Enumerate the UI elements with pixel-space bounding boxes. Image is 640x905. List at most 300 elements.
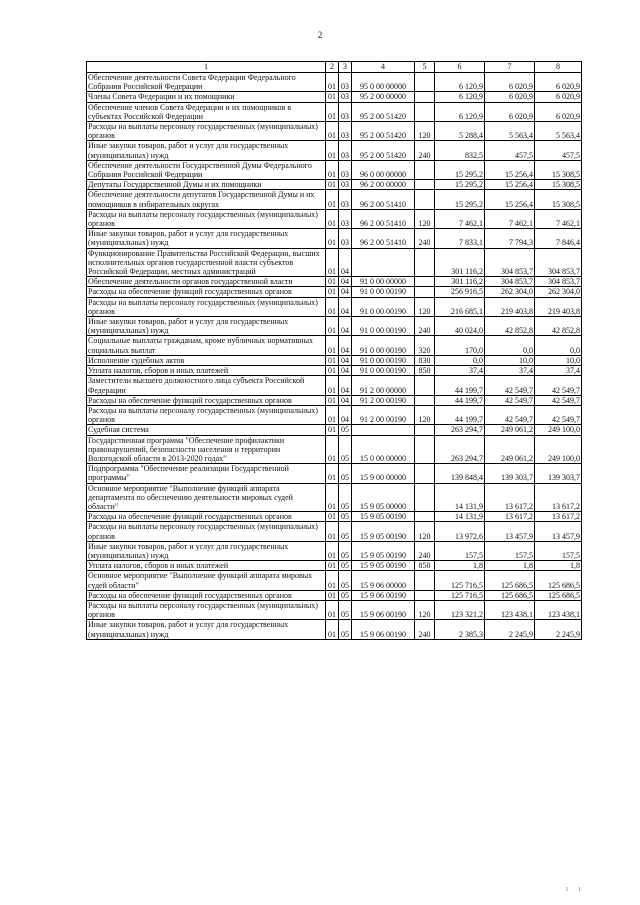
cell-amount-year1: 7 462,1 [435, 209, 485, 228]
table-row [87, 355, 582, 365]
cell-amount-year3: 139 303,7 [535, 464, 582, 483]
cell-expense-type [415, 425, 435, 435]
cell-section: 01 [326, 92, 339, 102]
cell-amount-year3: 13 617,2 [535, 512, 582, 522]
cell-amount-year1: 832,5 [435, 141, 485, 160]
cell-amount-year2: 37,4 [485, 366, 535, 376]
cell-subsection: 03 [339, 122, 352, 141]
cell-expense-type [415, 376, 435, 395]
cell-target-article: 96 2 00 00000 [352, 180, 415, 190]
cell-section: 01 [326, 366, 339, 376]
cell-target-article: 91 2 00 00190 [352, 405, 415, 424]
cell-expense-type: 240 [415, 141, 435, 160]
cell-amount-year1: 15 295,2 [435, 160, 485, 179]
cell-amount-year2: 123 438,1 [485, 600, 535, 619]
cell-expense-type [415, 395, 435, 405]
cell-target-article: 15 9 06 00000 [352, 571, 415, 590]
cell-section: 01 [326, 620, 339, 639]
cell-amount-year3: 304 853,7 [535, 248, 582, 277]
cell-subsection: 04 [339, 366, 352, 376]
cell-subsection: 03 [339, 141, 352, 160]
table-row [87, 522, 582, 541]
table-row [87, 590, 582, 600]
cell-amount-year3: 15 308,5 [535, 190, 582, 209]
row-name: Обеспечение деятельности депутатов Государственной Думы и их помощников в избирательных округах [87, 190, 326, 209]
table-row [87, 248, 582, 277]
cell-target-article: 96 2 00 51410 [352, 209, 415, 228]
row-name: Расходы на выплаты персоналу государственных (муниципальных) органов [87, 600, 326, 619]
cell-amount-year3: 125 686,5 [535, 590, 582, 600]
cell-amount-year3: 15 308,5 [535, 160, 582, 179]
header-cell: 5 [415, 62, 435, 73]
row-name: Подпрограмма "Обеспечение реализации Государственной программы" [87, 464, 326, 483]
cell-section: 01 [326, 209, 339, 228]
cell-target-article: 91 0 00 00190 [352, 355, 415, 365]
cell-amount-year1: 6 120,9 [435, 92, 485, 102]
table-row [87, 600, 582, 619]
cell-amount-year1: 301 116,2 [435, 277, 485, 287]
cell-amount-year3: 219 403,8 [535, 297, 582, 316]
cell-amount-year2: 262 304,0 [485, 287, 535, 297]
cell-amount-year3: 42 852,8 [535, 317, 582, 336]
row-name: Основное мероприятие "Выполнение функций аппарата департамента по обеспечению деятельности мировых судей области" [87, 483, 326, 512]
cell-amount-year3: 249 100,0 [535, 435, 582, 464]
cell-expense-type [415, 92, 435, 102]
cell-amount-year3: 10,0 [535, 355, 582, 365]
cell-expense-type: 240 [415, 541, 435, 560]
cell-section: 01 [326, 336, 339, 355]
cell-section: 01 [326, 317, 339, 336]
cell-expense-type: 240 [415, 317, 435, 336]
cell-target-article: 15 9 05 00190 [352, 541, 415, 560]
cell-subsection: 03 [339, 102, 352, 121]
row-name: Социальные выплаты гражданам, кроме публичных нормативных социальных выплат [87, 336, 326, 355]
cell-amount-year1: 14 131,9 [435, 483, 485, 512]
cell-subsection: 05 [339, 571, 352, 590]
cell-expense-type [415, 512, 435, 522]
cell-expense-type [415, 590, 435, 600]
row-name: Расходы на выплаты персоналу государственных (муниципальных) органов [87, 209, 326, 228]
cell-amount-year3: 262 304,0 [535, 287, 582, 297]
cell-target-article: 15 9 05 00190 [352, 522, 415, 541]
cell-amount-year3: 6 020,9 [535, 102, 582, 121]
cell-amount-year2: 304 853,7 [485, 248, 535, 277]
cell-amount-year2: 6 020,9 [485, 102, 535, 121]
cell-section: 01 [326, 297, 339, 316]
cell-amount-year1: 125 716,5 [435, 571, 485, 590]
cell-target-article: 15 9 06 00190 [352, 600, 415, 619]
cell-amount-year1: 44 199,7 [435, 395, 485, 405]
cell-amount-year1: 15 295,2 [435, 180, 485, 190]
cell-subsection: 05 [339, 600, 352, 619]
cell-amount-year3: 457,5 [535, 141, 582, 160]
cell-section: 01 [326, 73, 339, 92]
cell-amount-year1: 301 116,2 [435, 248, 485, 277]
cell-target-article [352, 248, 415, 277]
cell-expense-type: 830 [415, 355, 435, 365]
row-name: Иные закупки товаров, работ и услуг для государственных (муниципальных) нужд [87, 229, 326, 248]
cell-amount-year2: 13 617,2 [485, 512, 535, 522]
cell-target-article: 91 0 00 00190 [352, 336, 415, 355]
table-row [87, 141, 582, 160]
table-row [87, 435, 582, 464]
cell-target-article: 15 9 05 00190 [352, 512, 415, 522]
cell-target-article: 15 9 05 00000 [352, 483, 415, 512]
cell-expense-type [415, 571, 435, 590]
cell-target-article: 15 9 00 00000 [352, 464, 415, 483]
cell-expense-type [415, 483, 435, 512]
table-row [87, 425, 582, 435]
cell-amount-year2: 42 549,7 [485, 405, 535, 424]
cell-expense-type [415, 160, 435, 179]
cell-section: 01 [326, 122, 339, 141]
cell-target-article: 96 2 00 51410 [352, 190, 415, 209]
cell-amount-year2: 157,5 [485, 541, 535, 560]
table-row [87, 102, 582, 121]
cell-amount-year1: 40 024,0 [435, 317, 485, 336]
cell-amount-year3: 1,8 [535, 561, 582, 571]
cell-subsection: 04 [339, 405, 352, 424]
cell-amount-year2: 0,0 [485, 336, 535, 355]
header-cell: 4 [352, 62, 415, 73]
cell-amount-year2: 15 256,4 [485, 160, 535, 179]
cell-expense-type: 120 [415, 122, 435, 141]
cell-subsection: 04 [339, 355, 352, 365]
cell-amount-year1: 6 120,9 [435, 102, 485, 121]
cell-amount-year2: 125 686,5 [485, 571, 535, 590]
cell-subsection: 03 [339, 73, 352, 92]
cell-expense-type [415, 277, 435, 287]
cell-amount-year2: 2 245,9 [485, 620, 535, 639]
cell-target-article: 15 0 00 00000 [352, 435, 415, 464]
cell-amount-year1: 256 916,5 [435, 287, 485, 297]
cell-amount-year2: 7 794,3 [485, 229, 535, 248]
cell-amount-year3: 37,4 [535, 366, 582, 376]
header-cell: 1 [87, 62, 326, 73]
row-name: Обеспечение деятельности Государственной Думы Федерального Собрания Российской Федерации [87, 160, 326, 179]
cell-target-article: 15 9 05 00190 [352, 561, 415, 571]
cell-section: 01 [326, 248, 339, 277]
cell-amount-year3: 42 549,7 [535, 405, 582, 424]
cell-subsection: 03 [339, 180, 352, 190]
cell-section: 01 [326, 376, 339, 395]
row-name: Иные закупки товаров, работ и услуг для государственных (муниципальных) нужд [87, 317, 326, 336]
cell-expense-type: 120 [415, 297, 435, 316]
row-name: Государственная программа "Обеспечение профилактики правонарушений, безопасности населения и территории Вологодской области в 2013-2020 годах" [87, 435, 326, 464]
cell-expense-type [415, 73, 435, 92]
cell-amount-year2: 6 020,9 [485, 73, 535, 92]
table-row [87, 122, 582, 141]
cell-amount-year2: 219 403,8 [485, 297, 535, 316]
table-row [87, 229, 582, 248]
table-row [87, 209, 582, 228]
cell-amount-year2: 13 457,9 [485, 522, 535, 541]
cell-subsection: 05 [339, 464, 352, 483]
cell-target-article: 91 0 00 00190 [352, 287, 415, 297]
cell-amount-year3: 6 020,9 [535, 73, 582, 92]
cell-subsection: 04 [339, 395, 352, 405]
cell-subsection: 04 [339, 248, 352, 277]
cell-amount-year1: 44 199,7 [435, 405, 485, 424]
cell-amount-year1: 263 294,7 [435, 435, 485, 464]
cell-expense-type [415, 435, 435, 464]
cell-target-article: 91 0 00 00190 [352, 317, 415, 336]
cell-amount-year2: 1,8 [485, 561, 535, 571]
cell-section: 01 [326, 571, 339, 590]
cell-section: 01 [326, 287, 339, 297]
cell-amount-year1: 6 120,9 [435, 73, 485, 92]
cell-amount-year2: 15 256,4 [485, 190, 535, 209]
cell-target-article: 96 0 00 00000 [352, 160, 415, 179]
cell-subsection: 04 [339, 297, 352, 316]
cell-target-article: 95 0 00 00000 [352, 73, 415, 92]
cell-target-article: 91 0 00 00190 [352, 366, 415, 376]
cell-expense-type: 120 [415, 522, 435, 541]
row-name: Расходы на выплаты персоналу государственных (муниципальных) органов [87, 297, 326, 316]
cell-amount-year2: 249 061,2 [485, 425, 535, 435]
table-row [87, 92, 582, 102]
cell-expense-type [415, 190, 435, 209]
cell-amount-year2: 42 852,8 [485, 317, 535, 336]
cell-target-article: 91 2 00 00000 [352, 376, 415, 395]
cell-expense-type: 240 [415, 620, 435, 639]
row-name: Обеспечение членов Совета Федерации и их помощников в субъектах Российской Федерации [87, 102, 326, 121]
cell-amount-year2: 10,0 [485, 355, 535, 365]
cell-subsection: 03 [339, 190, 352, 209]
cell-amount-year3: 42 549,7 [535, 376, 582, 395]
cell-subsection: 05 [339, 590, 352, 600]
cell-subsection: 05 [339, 561, 352, 571]
cell-amount-year2: 125 686,5 [485, 590, 535, 600]
row-name: Основное мероприятие "Выполнение функций аппарата мировых судей области" [87, 571, 326, 590]
table-row [87, 190, 582, 209]
corner-mark: ı ı [566, 884, 585, 893]
cell-target-article: 95 2 00 51420 [352, 102, 415, 121]
table-row [87, 483, 582, 512]
cell-amount-year3: 6 020,9 [535, 92, 582, 102]
cell-section: 01 [326, 600, 339, 619]
cell-expense-type [415, 464, 435, 483]
cell-expense-type [415, 287, 435, 297]
cell-subsection: 05 [339, 483, 352, 512]
cell-expense-type: 850 [415, 366, 435, 376]
table-row [87, 395, 582, 405]
cell-amount-year1: 157,5 [435, 541, 485, 560]
cell-amount-year1: 2 385,3 [435, 620, 485, 639]
budget-table [86, 61, 582, 640]
cell-amount-year2: 304 853,7 [485, 277, 535, 287]
cell-expense-type: 320 [415, 336, 435, 355]
cell-expense-type [415, 180, 435, 190]
cell-section: 01 [326, 160, 339, 179]
header-cell: 8 [535, 62, 582, 73]
cell-amount-year2: 7 462,1 [485, 209, 535, 228]
cell-subsection: 04 [339, 376, 352, 395]
cell-amount-year3: 42 549,7 [535, 395, 582, 405]
cell-subsection: 04 [339, 287, 352, 297]
row-name: Расходы на обеспечение функций государственных органов [87, 395, 326, 405]
cell-expense-type: 120 [415, 405, 435, 424]
cell-amount-year1: 7 833,1 [435, 229, 485, 248]
table-row [87, 160, 582, 179]
cell-amount-year1: 263 294,7 [435, 425, 485, 435]
cell-amount-year2: 5 563,4 [485, 122, 535, 141]
cell-section: 01 [326, 277, 339, 287]
row-name: Обеспечение деятельности органов государственной власти [87, 277, 326, 287]
cell-subsection: 05 [339, 541, 352, 560]
cell-section: 01 [326, 512, 339, 522]
cell-amount-year1: 125 716,5 [435, 590, 485, 600]
cell-section: 01 [326, 561, 339, 571]
cell-amount-year2: 15 256,4 [485, 180, 535, 190]
cell-expense-type: 850 [415, 561, 435, 571]
table-row [87, 287, 582, 297]
header-cell: 3 [339, 62, 352, 73]
page-number: 2 [317, 30, 323, 40]
cell-amount-year3: 5 563,4 [535, 122, 582, 141]
cell-expense-type [415, 102, 435, 121]
cell-section: 01 [326, 180, 339, 190]
cell-amount-year1: 15 295,2 [435, 190, 485, 209]
row-name: Иные закупки товаров, работ и услуг для государственных (муниципальных) нужд [87, 141, 326, 160]
row-name: Расходы на обеспечение функций государственных органов [87, 590, 326, 600]
cell-subsection: 03 [339, 209, 352, 228]
table-row [87, 571, 582, 590]
row-name: Иные закупки товаров, работ и услуг для государственных (муниципальных) нужд [87, 620, 326, 639]
row-name: Расходы на выплаты персоналу государственных (муниципальных) органов [87, 405, 326, 424]
cell-subsection: 04 [339, 277, 352, 287]
cell-amount-year3: 157,5 [535, 541, 582, 560]
row-name: Обеспечение деятельности Совета Федерации Федерального Собрания Российской Федерации [87, 73, 326, 92]
table-row [87, 512, 582, 522]
cell-amount-year3: 0,0 [535, 336, 582, 355]
table-row [87, 336, 582, 355]
row-name: Члены Совета Федерации и их помощники [87, 92, 326, 102]
cell-section: 01 [326, 483, 339, 512]
row-name: Расходы на выплаты персоналу государственных (муниципальных) органов [87, 122, 326, 141]
table-row [87, 405, 582, 424]
row-name: Депутаты Государственной Думы и их помощники [87, 180, 326, 190]
cell-section: 01 [326, 229, 339, 248]
cell-amount-year3: 2 245,9 [535, 620, 582, 639]
table-row [87, 180, 582, 190]
cell-amount-year2: 249 061,2 [485, 435, 535, 464]
row-name: Заместители высшего должностного лица субъекта Российской Федерации [87, 376, 326, 395]
cell-amount-year3: 15 308,5 [535, 180, 582, 190]
row-name: Уплата налогов, сборов и иных платежей [87, 561, 326, 571]
table-row [87, 366, 582, 376]
cell-amount-year3: 7 846,4 [535, 229, 582, 248]
cell-section: 01 [326, 141, 339, 160]
cell-target-article: 95 2 00 51420 [352, 122, 415, 141]
cell-expense-type: 120 [415, 209, 435, 228]
cell-amount-year1: 5 288,4 [435, 122, 485, 141]
cell-amount-year3: 125 686,5 [535, 571, 582, 590]
row-name: Судебная система [87, 425, 326, 435]
cell-amount-year1: 1,8 [435, 561, 485, 571]
cell-amount-year1: 170,0 [435, 336, 485, 355]
cell-section: 01 [326, 522, 339, 541]
cell-amount-year2: 457,5 [485, 141, 535, 160]
cell-amount-year3: 123 438,1 [535, 600, 582, 619]
row-name: Уплата налогов, сборов и иных платежей [87, 366, 326, 376]
cell-amount-year2: 42 549,7 [485, 395, 535, 405]
cell-amount-year1: 0,0 [435, 355, 485, 365]
row-name: Исполнение судебных актов [87, 355, 326, 365]
cell-section: 01 [326, 355, 339, 365]
cell-target-article: 91 2 00 00190 [352, 395, 415, 405]
cell-target-article [352, 425, 415, 435]
cell-expense-type: 240 [415, 229, 435, 248]
cell-subsection: 05 [339, 620, 352, 639]
cell-target-article: 15 9 06 00190 [352, 620, 415, 639]
table-row [87, 376, 582, 395]
cell-amount-year3: 7 462,1 [535, 209, 582, 228]
row-name: Расходы на обеспечение функций государственных органов [87, 512, 326, 522]
row-name: Расходы на обеспечение функций государственных органов [87, 287, 326, 297]
table-row [87, 561, 582, 571]
header-cell: 7 [485, 62, 535, 73]
cell-expense-type [415, 248, 435, 277]
cell-amount-year3: 249 100,0 [535, 425, 582, 435]
cell-amount-year1: 44 199,7 [435, 376, 485, 395]
cell-subsection: 05 [339, 425, 352, 435]
table-row [87, 297, 582, 316]
row-name: Расходы на выплаты персоналу государственных (муниципальных) органов [87, 522, 326, 541]
cell-subsection: 05 [339, 435, 352, 464]
table-row [87, 317, 582, 336]
cell-target-article: 15 9 06 00190 [352, 590, 415, 600]
cell-subsection: 03 [339, 229, 352, 248]
table-body [87, 73, 582, 640]
cell-subsection: 03 [339, 160, 352, 179]
cell-section: 01 [326, 590, 339, 600]
cell-amount-year1: 139 848,4 [435, 464, 485, 483]
cell-amount-year3: 13 457,9 [535, 522, 582, 541]
cell-target-article: 96 2 00 51410 [352, 229, 415, 248]
cell-amount-year3: 13 617,2 [535, 483, 582, 512]
cell-subsection: 04 [339, 336, 352, 355]
cell-section: 01 [326, 435, 339, 464]
cell-subsection: 04 [339, 317, 352, 336]
cell-amount-year1: 123 321,2 [435, 600, 485, 619]
cell-amount-year2: 139 303,7 [485, 464, 535, 483]
row-name: Функционирование Правительства Российской Федерации, высших исполнительных органов государственной власти субъектов Российской Федерации, местных администраций [87, 248, 326, 277]
cell-amount-year2: 42 549,7 [485, 376, 535, 395]
row-name: Иные закупки товаров, работ и услуг для государственных (муниципальных) нужд [87, 541, 326, 560]
cell-section: 01 [326, 395, 339, 405]
cell-section: 01 [326, 425, 339, 435]
cell-section: 01 [326, 405, 339, 424]
cell-section: 01 [326, 541, 339, 560]
cell-subsection: 05 [339, 512, 352, 522]
header-cell: 2 [326, 62, 339, 73]
cell-section: 01 [326, 102, 339, 121]
table-header-row [87, 62, 582, 73]
header-cell: 6 [435, 62, 485, 73]
cell-amount-year2: 6 020,9 [485, 92, 535, 102]
cell-subsection: 05 [339, 522, 352, 541]
table-row [87, 277, 582, 287]
table-row [87, 464, 582, 483]
cell-amount-year1: 13 972,6 [435, 522, 485, 541]
cell-expense-type: 120 [415, 600, 435, 619]
cell-target-article: 95 2 00 51420 [352, 141, 415, 160]
table-row [87, 541, 582, 560]
table-row [87, 620, 582, 639]
cell-subsection: 03 [339, 92, 352, 102]
cell-target-article: 91 0 00 00000 [352, 277, 415, 287]
